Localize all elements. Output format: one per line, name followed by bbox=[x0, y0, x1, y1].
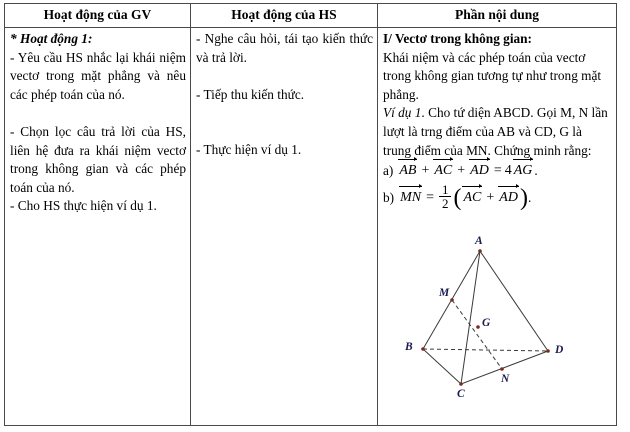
vertex-label-N: N bbox=[501, 373, 510, 386]
lesson-plan-table bbox=[4, 3, 617, 426]
vertex-label-B: B bbox=[405, 341, 413, 354]
hs-spacer-2 bbox=[196, 104, 373, 141]
hs-item-3: - Thực hiện ví dụ 1. bbox=[196, 142, 302, 158]
vector-ag: AG bbox=[513, 162, 534, 181]
gv-item-3: - Cho HS thực hiện ví dụ 1. bbox=[10, 198, 157, 214]
formula-b-equals: = bbox=[426, 189, 434, 205]
vertex-label-M: M bbox=[439, 287, 450, 300]
cell-hs-activities bbox=[191, 28, 378, 426]
example-text: . Cho tứ diện ABCD. Gọi M, N lần lượt là trng điểm của AB và CD, G là trung điểm của MN. Chứng minh rằng: bbox=[383, 105, 608, 158]
vertex-label-G: G bbox=[482, 317, 491, 330]
section-paragraph: Khái niệm và các phép toán của vectơ trong không gian tương tự như trong mặt phẳng. bbox=[383, 49, 602, 102]
vector-ac-b: AC bbox=[462, 189, 482, 208]
vertex-D bbox=[546, 349, 550, 353]
vertex-A bbox=[478, 249, 482, 253]
formula-a-period: . bbox=[534, 163, 538, 179]
formula-a-coefficient: 4 bbox=[504, 163, 512, 179]
gv-activity-title: * Hoạt động 1: bbox=[10, 31, 93, 46]
noidung-content bbox=[378, 28, 616, 403]
formula-b-label: b) bbox=[383, 189, 395, 205]
formula-a-label: a) bbox=[383, 163, 394, 179]
formula-b bbox=[383, 182, 612, 213]
vertex-label-C: C bbox=[457, 388, 465, 401]
vector-mn: MN bbox=[399, 189, 422, 208]
vertex-label-D: D bbox=[555, 344, 564, 357]
hs-item-1: - Nghe câu hỏi, tái tạo kiến thức và trả lời. bbox=[196, 31, 373, 65]
edge-MN bbox=[452, 300, 502, 369]
gv-item-1: - Yêu cầu HS nhắc lại khái niệm vectơ trong mặt phẳng và nêu các phép toán của nó. bbox=[10, 49, 186, 102]
column-header-noidung: Phần nội dung bbox=[378, 4, 617, 28]
fraction-numerator: 1 bbox=[441, 181, 449, 197]
formula-a-op2: + bbox=[457, 163, 466, 179]
cell-lesson-content bbox=[378, 28, 617, 426]
paren-open: ( bbox=[453, 185, 462, 212]
gv-spacer-1 bbox=[10, 104, 186, 123]
vector-ad-b: AD bbox=[498, 189, 519, 208]
gv-content bbox=[5, 28, 190, 218]
example-label: Ví dụ 1 bbox=[383, 105, 422, 121]
section-title: I/ Vectơ trong không gian: bbox=[383, 31, 532, 46]
gv-item-2: - Chọn lọc câu trả lời của HS, liên hệ đưa ra khái niệm vectơ trong không gian và các phép toán của nó. bbox=[10, 123, 186, 195]
example-paragraph bbox=[383, 104, 612, 160]
formula-b-op: + bbox=[486, 189, 495, 205]
hs-content bbox=[191, 28, 377, 162]
edge-BD bbox=[423, 349, 548, 351]
table-body-row bbox=[5, 28, 617, 426]
vector-ab: AB bbox=[398, 162, 417, 181]
edge-AD bbox=[480, 251, 548, 351]
vertex-C bbox=[459, 382, 463, 386]
edge-AC bbox=[461, 251, 480, 384]
paren-close: ) bbox=[519, 185, 528, 212]
vertex-M bbox=[450, 298, 454, 302]
cell-gv-activities bbox=[5, 28, 191, 426]
column-header-gv: Hoạt động của GV bbox=[5, 4, 191, 28]
vector-ac: AC bbox=[433, 162, 453, 181]
fraction-one-half bbox=[439, 183, 452, 211]
vertex-N bbox=[500, 367, 504, 371]
vertex-label-A: A bbox=[475, 235, 483, 248]
formula-b-period: . bbox=[527, 189, 532, 205]
hs-spacer-1 bbox=[196, 67, 373, 86]
tetrahedron-figure bbox=[383, 219, 622, 401]
fraction-denominator: 2 bbox=[441, 196, 449, 212]
edge-BC bbox=[423, 349, 461, 384]
column-header-hs: Hoạt động của HS bbox=[191, 4, 378, 28]
formula-a bbox=[383, 160, 612, 182]
formula-a-op1: + bbox=[421, 163, 430, 179]
table-header-row bbox=[5, 4, 617, 28]
formula-a-equals: = bbox=[493, 163, 502, 179]
hs-item-2: - Tiếp thu kiến thức. bbox=[196, 86, 305, 102]
vertex-B bbox=[421, 347, 425, 351]
vector-ad: AD bbox=[469, 162, 490, 181]
vertex-G bbox=[476, 325, 480, 329]
